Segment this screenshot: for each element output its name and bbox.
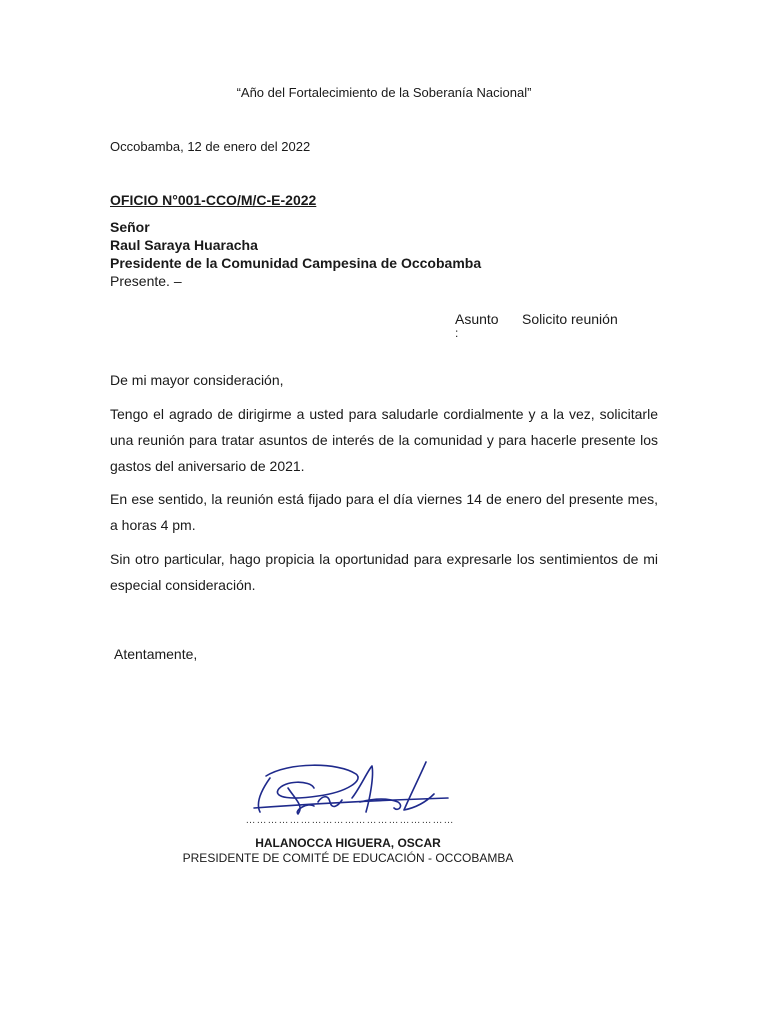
subject-value: Solicito reunión [522,311,618,327]
signer-name: HALANOCCA HIGUERA, OSCAR [255,836,441,850]
signer-role: PRESIDENTE DE COMITÉ DE EDUCACIÓN - OCCOBAMBA [182,851,514,865]
closing: Atentamente, [114,646,198,662]
recipient-title: Presidente de la Comunidad Campesina de Occobamba [110,255,482,271]
subject-label: Asunto [455,311,499,327]
signature-stroke [404,762,434,810]
signature-stroke [254,798,448,808]
recipient-name: Raul Saraya Huaracha [110,237,258,253]
body-paragraph-3: Sin otro particular, hago propicia la oportunidad para expresarle los sentimientos de mi especial consideración. [110,551,658,593]
subject-label-group [455,311,521,339]
signature-stroke [318,797,342,807]
recipient-block [110,218,481,290]
handwritten-signature [248,758,458,820]
document-reference: OFICIO N°001-CCO/M/C-E-2022 [110,192,317,208]
recipient-salutation: Señor [110,219,150,235]
place-date: Occobamba, 12 de enero del 2022 [110,139,311,154]
recipient-presente: Presente. – [110,273,182,289]
signature-stroke [266,765,358,798]
signature-stroke [288,788,314,814]
year-motto: “Año del Fortalecimiento de la Soberanía Nacional” [236,85,532,100]
body-paragraph-2: En ese sentido, la reunión está fijado para el día viernes 14 de enero del presente mes, a horas 4 pm. [110,491,658,533]
greeting: De mi mayor consideración, [110,372,284,388]
signature-line: ………………………………………………… [245,815,455,826]
body-paragraph-1: Tengo el agrado de dirigirme a usted para saludarle cordialmente y a la vez, solicitarle una reunión para tratar asuntos de interés de la comunidad y para hacerle presente los gastos del aniversario de 2021. [110,406,658,474]
subject-block [455,311,618,340]
subject-colon: : [455,326,459,340]
